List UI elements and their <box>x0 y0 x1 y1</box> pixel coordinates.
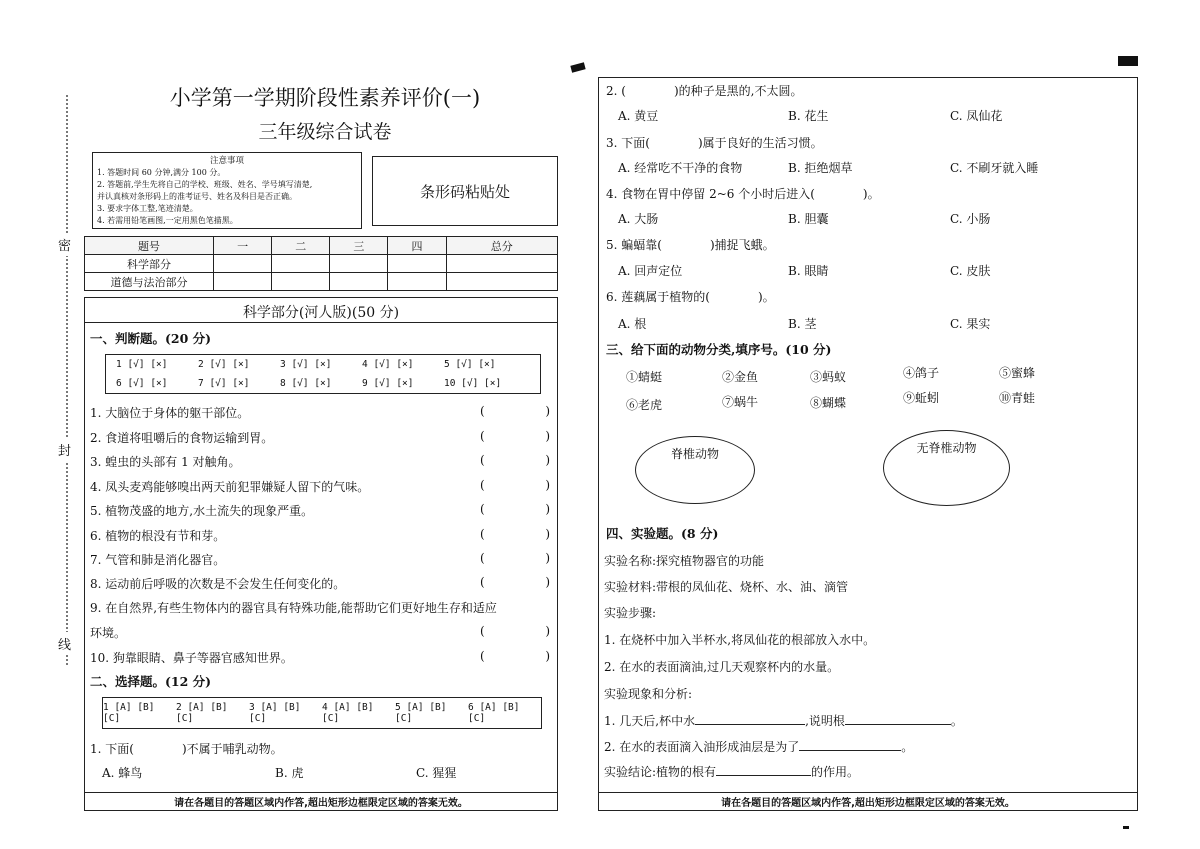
fill-in-text: 。 <box>950 714 963 728</box>
animal-item: ③蚂蚁 <box>810 370 847 384</box>
choice-answer-option[interactable]: 4 [A] [B] [C] <box>322 702 374 724</box>
notice-box <box>92 152 362 229</box>
choice-answer-option[interactable]: 2 [A] [B] [C] <box>176 702 228 724</box>
judgement-answer-option[interactable]: 10 [√] [×] <box>444 378 502 389</box>
score-cell[interactable] <box>446 255 557 273</box>
fill-in-text: 。 <box>901 740 914 754</box>
score-header-cell: 四 <box>388 237 446 255</box>
divider <box>84 322 558 323</box>
paren-open: ( <box>480 453 485 467</box>
science-section-title: 科学部分(河人版)(50 分) <box>242 305 400 321</box>
score-header-cell: 总分 <box>446 237 557 255</box>
paren-close: ) <box>545 649 550 663</box>
score-row-label: 科学部分 <box>85 255 214 273</box>
vertebrate-group-circle[interactable] <box>635 436 755 504</box>
paren-close: ) <box>545 453 550 467</box>
animal-item: ①蜻蜓 <box>626 370 663 384</box>
experiment-steps-label: 实验步骤: <box>604 606 657 620</box>
score-cell[interactable] <box>330 273 388 291</box>
judgement-question: 7. 气管和肺是消化器官。 <box>90 553 226 567</box>
paren-close: ) <box>545 502 550 516</box>
score-row-label: 道德与法治部分 <box>85 273 214 291</box>
margin-char-envelope: 封 <box>58 438 71 461</box>
choice-option: C. 皮肤 <box>950 264 991 278</box>
choice-option: B. 胆囊 <box>788 212 829 226</box>
choice-option: A. 大肠 <box>618 212 659 226</box>
choice-option: C. 不刷牙就入睡 <box>950 161 1039 175</box>
animal-item: ⑧蝴蝶 <box>810 396 847 410</box>
choice-question: 1. 下面( )不属于哺乳动物。 <box>90 742 283 756</box>
judgement-question: 9. 在自然界,有些生物体内的器官具有特殊功能,能帮助它们更好地生存和适应 <box>90 601 497 615</box>
choice-option: C. 猩猩 <box>416 766 457 780</box>
choice-question: 6. 莲藕属于植物的( )。 <box>606 290 775 304</box>
score-header-cell: 二 <box>272 237 330 255</box>
notice-heading: 注意事项 <box>209 156 244 166</box>
animal-item: ⑩青蛙 <box>999 391 1036 405</box>
fill-in-text: 实验结论:植物的根有 <box>604 765 717 779</box>
answer-parens[interactable] <box>480 404 550 418</box>
score-header-cell: 三 <box>330 237 388 255</box>
answer-blank[interactable] <box>695 712 805 725</box>
scan-mark-right <box>1118 56 1138 66</box>
animal-item: ⑨蚯蚓 <box>903 391 940 405</box>
answer-parens[interactable] <box>480 551 550 565</box>
judgement-question: 8. 运动前后呼吸的次数是不会发生任何变化的。 <box>90 577 346 591</box>
paren-open: ( <box>480 478 485 492</box>
score-cell[interactable] <box>388 273 446 291</box>
choice-question: 3. 下面( )属于良好的生活习惯。 <box>606 136 823 150</box>
choice-answer-option[interactable]: 5 [A] [B] [C] <box>395 702 447 724</box>
notice-item: 4. 若需用铅笔画图,一定用黑色笔描黑。 <box>97 216 238 225</box>
choice-option: A. 黄豆 <box>618 109 659 123</box>
paren-close: ) <box>545 404 550 418</box>
paren-open: ( <box>480 624 485 638</box>
barcode-area <box>372 156 558 226</box>
invertebrate-group-label: 无脊椎动物 <box>916 441 977 455</box>
choice-option: C. 凤仙花 <box>950 109 1003 123</box>
score-cell[interactable] <box>330 255 388 273</box>
notice-item: 2. 答题前,学生先将自己的学校、班级、姓名、学号填写清楚, <box>97 180 313 189</box>
answer-parens[interactable] <box>480 429 550 443</box>
answer-parens[interactable] <box>480 478 550 492</box>
page-subtitle: 三年级综合试卷 <box>258 121 392 143</box>
choice-answer-grid <box>102 697 542 729</box>
choice-option: B. 拒绝烟草 <box>788 161 853 175</box>
choice-question: 2. ( )的种子是黑的,不太圆。 <box>606 84 803 98</box>
score-header-cell: 一 <box>214 237 272 255</box>
binding-dotted-line <box>66 95 68 665</box>
fill-in-question <box>604 763 859 780</box>
section3-title: 三、给下面的动物分类,填序号。(10 分) <box>606 342 832 357</box>
score-cell[interactable] <box>272 273 330 291</box>
animal-item: ④鸽子 <box>903 366 940 380</box>
answer-parens[interactable] <box>480 453 550 467</box>
answer-parens[interactable] <box>480 649 550 663</box>
judgement-answer-grid <box>105 354 541 394</box>
scan-mark-left <box>570 62 585 72</box>
answer-parens[interactable] <box>480 527 550 541</box>
fill-in-text: ,说明根 <box>805 714 845 728</box>
choice-option: A. 经常吃不干净的食物 <box>618 161 743 175</box>
judgement-question: 环境。 <box>90 626 127 640</box>
judgement-answer-option[interactable]: 2 [√] [×] <box>198 359 250 370</box>
footer-notice: 请在各题目的答题区域内作答,超出矩形边框限定区域的答案无效。 <box>598 792 1138 811</box>
section1-title: 一、判断题。(20 分) <box>90 331 212 346</box>
choice-option: C. 果实 <box>950 317 991 331</box>
score-cell[interactable] <box>272 255 330 273</box>
barcode-label: 条形码粘贴处 <box>419 182 510 201</box>
judgement-question: 10. 狗靠眼睛、鼻子等器官感知世界。 <box>90 651 293 665</box>
answer-parens[interactable] <box>480 502 550 516</box>
invertebrate-group-circle[interactable] <box>883 430 1010 506</box>
margin-char-line: 线 <box>58 632 71 655</box>
judgement-answer-option[interactable]: 7 [√] [×] <box>198 378 250 389</box>
animal-item: ⑦蜗牛 <box>722 395 759 409</box>
choice-answer-option[interactable]: 6 [A] [B] [C] <box>468 702 520 724</box>
notice-item: 1. 答题时间 60 分钟,满分 100 分。 <box>97 168 226 177</box>
fill-in-text: 的作用。 <box>811 765 860 779</box>
paren-open: ( <box>480 502 485 516</box>
paren-open: ( <box>480 649 485 663</box>
judgement-question: 2. 食道将咀嚼后的食物运输到胃。 <box>90 431 274 445</box>
answer-blank[interactable] <box>799 738 901 751</box>
notice-item: 并认真核对条形码上的准考证号、姓名及科目是否正确。 <box>97 192 297 201</box>
fill-in-question <box>604 712 963 729</box>
choice-option: A. 根 <box>618 317 647 331</box>
section2-title: 二、选择题。(12 分) <box>90 674 212 689</box>
score-header-cell: 题号 <box>85 237 214 255</box>
fill-in-text: 1. 几天后,杯中水 <box>604 714 696 728</box>
choice-answer-option[interactable]: 3 [A] [B] [C] <box>249 702 301 724</box>
scan-mark-bottom <box>1123 826 1129 829</box>
paren-open: ( <box>480 551 485 565</box>
paren-open: ( <box>480 527 485 541</box>
paren-close: ) <box>545 478 550 492</box>
judgement-answer-option[interactable]: 5 [√] [×] <box>444 359 496 370</box>
choice-option: B. 眼睛 <box>788 264 829 278</box>
paren-close: ) <box>545 527 550 541</box>
score-cell[interactable] <box>446 273 557 291</box>
judgement-answer-option[interactable]: 9 [√] [×] <box>362 378 414 389</box>
paren-close: ) <box>545 551 550 565</box>
animal-item: ⑤蜜蜂 <box>999 366 1036 380</box>
judgement-answer-option[interactable]: 3 [√] [×] <box>280 359 332 370</box>
choice-option: B. 虎 <box>275 766 304 780</box>
section4-title: 四、实验题。(8 分) <box>606 526 719 541</box>
paren-close: ) <box>545 575 550 589</box>
experiment-name: 实验名称:探究植物器官的功能 <box>604 554 765 568</box>
fill-in-question <box>604 738 913 755</box>
choice-question: 4. 食物在胃中停留 2~6 个小时后进入( )。 <box>606 187 880 201</box>
experiment-step: 1. 在烧杯中加入半杯水,将凤仙花的根部放入水中。 <box>604 633 876 647</box>
answer-blank[interactable] <box>845 712 951 725</box>
experiment-phenomena-label: 实验现象和分析: <box>604 687 693 701</box>
paren-open: ( <box>480 429 485 443</box>
score-cell[interactable] <box>214 273 272 291</box>
choice-option: A. 回声定位 <box>618 264 683 278</box>
judgement-question: 1. 大脑位于身体的躯干部位。 <box>90 406 250 420</box>
experiment-materials: 实验材料:带根的凤仙花、烧杯、水、油、滴管 <box>604 580 849 594</box>
judgement-question: 6. 植物的根没有节和芽。 <box>90 529 226 543</box>
paren-close: ) <box>545 624 550 638</box>
judgement-answer-option[interactable]: 4 [√] [×] <box>362 359 414 370</box>
score-table <box>84 236 558 291</box>
choice-option: B. 花生 <box>788 109 829 123</box>
answer-parens[interactable] <box>480 624 550 638</box>
fill-in-text: 2. 在水的表面滴入油形成油层是为了 <box>604 740 800 754</box>
judgement-question: 4. 凤头麦鸡能够嗅出两天前犯罪嫌疑人留下的气味。 <box>90 480 370 494</box>
footer-notice: 请在各题目的答题区域内作答,超出矩形边框限定区域的答案无效。 <box>84 792 558 811</box>
score-cell[interactable] <box>388 255 446 273</box>
answer-parens[interactable] <box>480 575 550 589</box>
experiment-step: 2. 在水的表面滴油,过几天观察杯内的水量。 <box>604 660 840 674</box>
page-title: 小学第一学期阶段性素养评价(一) <box>169 86 481 110</box>
choice-option: B. 茎 <box>788 317 817 331</box>
margin-char-seal: 密 <box>58 233 71 256</box>
animal-item: ②金鱼 <box>722 370 759 384</box>
choice-answer-option[interactable]: 1 [A] [B] [C] <box>103 702 155 724</box>
answer-blank[interactable] <box>716 763 811 776</box>
score-cell[interactable] <box>214 255 272 273</box>
judgement-answer-option[interactable]: 1 [√] [×] <box>116 359 168 370</box>
choice-option: A. 蜂鸟 <box>102 766 143 780</box>
animal-item: ⑥老虎 <box>626 398 663 412</box>
vertebrate-group-label: 脊椎动物 <box>670 447 719 461</box>
paren-close: ) <box>545 429 550 443</box>
paren-open: ( <box>480 575 485 589</box>
paren-open: ( <box>480 404 485 418</box>
judgement-answer-option[interactable]: 8 [√] [×] <box>280 378 332 389</box>
notice-item: 3. 要求字体工整,笔迹清楚。 <box>97 204 198 213</box>
judgement-question: 3. 蝗虫的头部有 1 对触角。 <box>90 455 241 469</box>
judgement-question: 5. 植物茂盛的地方,水土流失的现象严重。 <box>90 504 314 518</box>
judgement-answer-option[interactable]: 6 [√] [×] <box>116 378 168 389</box>
choice-option: C. 小肠 <box>950 212 991 226</box>
choice-question: 5. 蝙蝠靠( )捕捉飞蛾。 <box>606 238 775 252</box>
